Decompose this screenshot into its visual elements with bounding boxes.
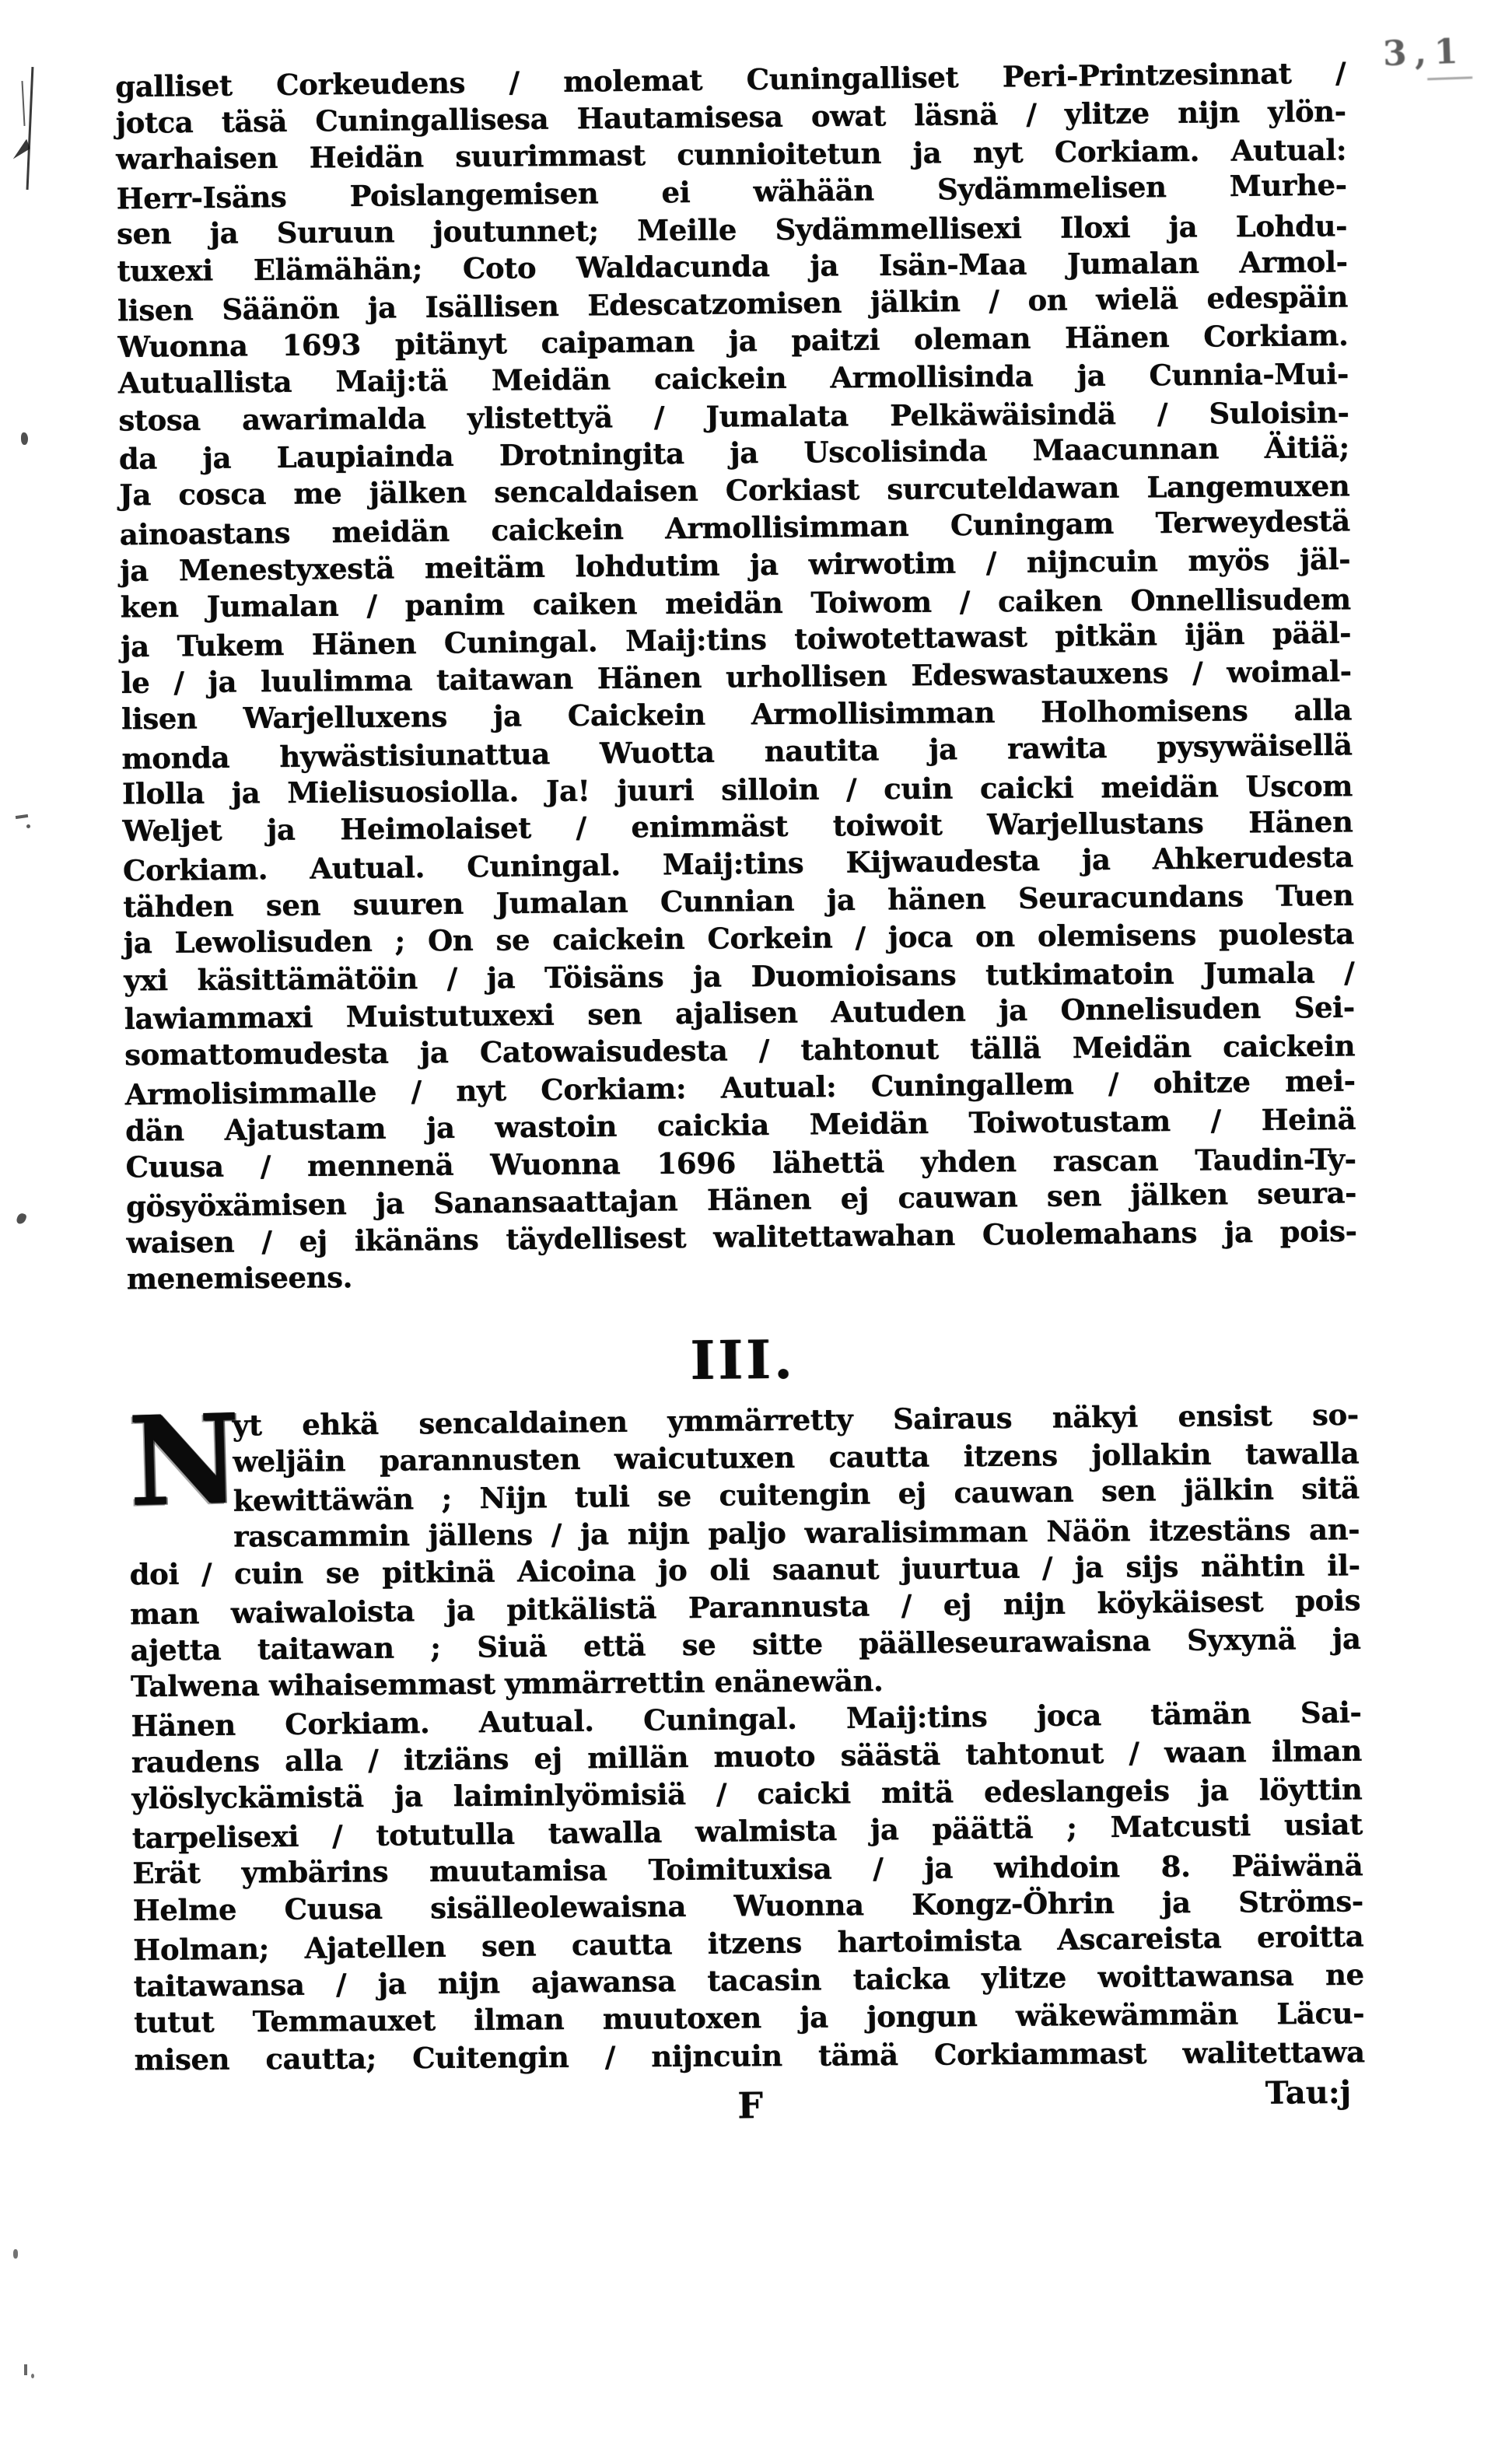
catchword: Tau:j [1265,2073,1352,2112]
text-line: gösyöxämisen ja Sanansaattajan Hänen ej cauwan sen jälken seura- [125,1175,1357,1224]
text-line: warhaisen Heidän suurimmast cunnioitetun ja nyt Corkiam. Autual: [115,132,1347,177]
page-number: 3,1 [1382,31,1485,75]
text-line: lisen Säänön ja Isällisen Edescatzomisen jälkin / on wielä edespäin [117,279,1349,328]
text-line: lawiammaxi Muistutuxexi sen ajalisen Autuden ja Onnelisuden Sei- [124,989,1355,1036]
text-line: doi / cuin se pitkinä Aicoina jo oli saanut juurtua / ja sijs nähtin il- [129,1548,1360,1592]
text-line: raudens alla / itziäns ej millän muoto säästä tahtonut / waan ilman [131,1733,1363,1779]
text-line: yt ehkä sencaldainen ymmärretty Sairaus näkyi ensist so- [232,1397,1359,1443]
text-line: Holman; Ajatellen sen cautta itzens hartoimista Ascareista eroitta [132,1919,1364,1968]
text-line: somattomudesta ja Catowaisudesta / tahtonut tällä Meidän caickein [124,1028,1356,1073]
text-line: Autuallista Maij:tä Meidän caickein Armollisinda ja Cunnia-Mui- [117,356,1349,401]
text-line: dän Ajatustam ja wastoin caickia Meidän Toiwotustam / Heinä [124,1101,1356,1148]
text-line: Ja cosca me jälken sencaldaisen Corkiast surcuteldawan Langemuxen [119,468,1350,513]
text-line: sen ja Suruun joutunnet; Meille Sydämmellisexi Iloxi ja Lohdu- [116,208,1348,251]
text-line: kewittäwän ; Nijn tuli se cuitengin ej cauwan sen jälkin sitä [233,1471,1360,1518]
text-line: Erät ymbärins muutamisa Toimituxisa / ja wihdoin 8. Päiwänä [132,1848,1363,1891]
scan-artifact [21,81,25,126]
scan-artifact [16,814,28,819]
text-line: Weljet ja Heimolaiset / enimmäst toiwoit Warjellustans Hänen [122,804,1353,849]
paragraph-continuation [115,55,1357,1299]
paragraph-kings-illness [131,1695,1365,2080]
text-line: misen cautta; Cuitengin / nijncuin tämä Corkiammast walitettawa [134,2035,1365,2077]
text-line: jotca täsä Cuningallisesa Hautamisesa owat läsnä / ylitze nijn ylön- [115,93,1346,140]
scan-artifact [24,2364,27,2375]
ornate-initial-dropcap: N [126,1387,243,1534]
text-line: le / ja luulimma taitawan Hänen urhollisen Edeswastauxens / woimal- [121,653,1352,700]
text-line: stosa awarimalda ylistettyä / Jumalata Pelkäwäisindä / Suloisin- [118,395,1349,438]
text-line: yxi käsittämätöin / ja Töisäns ja Duomioisans tutkimatoin Jumala / [124,955,1355,998]
text-line: taitawansa / ja nijn ajawansa tacasin taicka ylitze woittawansa ne [133,1957,1364,2003]
scan-artifact [31,2374,34,2378]
text-line: Wuonna 1693 pitänyt caipaman ja paitzi oleman Hänen Corkiam. [117,317,1349,364]
text-block [115,55,1365,2137]
text-line: da ja Laupiainda Drotningita ja Uscolisinda Maacunnan Äitiä; [118,429,1349,476]
text-line: Ilolla ja Mielisuosiolla. Ja! juuri silloin / cuin caicki meidän Uscom [121,768,1353,811]
text-line: rascammin jällens / ja nijn paljo waralisimman Näön itzestäns an- [233,1512,1360,1554]
text-line: tutut Temmauxet ilman muutoxen ja jongun wäkewämmän Läcu- [133,1996,1365,2040]
text-line: lisen Warjelluxens ja Caickein Armollisimman Holhomisens alla [121,692,1353,737]
page-footer [135,2073,1366,2137]
scan-artifact [13,2249,18,2259]
printer-signature-mark: F [737,2084,764,2127]
text-line: Helme Cuusa sisälleolewaisna Wuonna Kongz-Öhrin ja Ströms- [132,1884,1363,1928]
text-line: ajetta taitawan ; Siuä että se sitte päälleseurawaisna Syxynä ja [130,1621,1361,1667]
scan-artifact [16,1213,27,1226]
text-line: Herr-Isäns Poislangemisen ei wähään Sydämmelisen Murhe- [116,167,1347,216]
paragraph-section-three [126,1387,1362,1706]
text-line: Talwena wihaisemmast ymmärrettin enänewän. [130,1663,884,1704]
text-line: Corkiam. Autual. Cuningal. Maij:tins Kijwaudesta ja Ahkerudesta [122,839,1354,888]
text-line: ja Tukem Hänen Cuningal. Maij:tins toiwotettawast pitkän ijän pääl- [120,615,1352,664]
text-line: galliset Corkeudens / molemat Cuningalliset Peri-Printzesinnat / [114,55,1346,104]
scan-artifact [11,139,35,162]
text-line: waisen / ej ikänäns täydellisest walitettawahan Cuolemahans ja pois- [126,1213,1357,1260]
text-line: Hänen Corkiam. Autual. Cuningal. Maij:tins joca tämän Sai- [131,1695,1362,1744]
scan-artifact [21,432,28,445]
text-line: tarpelisexi / totutulla tawalla walmista ja päättä ; Matcusti usiat [131,1807,1363,1856]
text-line: ken Jumalan / panim caiken meidän Toiwom / caiken Onnellisudem [120,582,1351,625]
text-line: ja Menestyxestä meitäm lohdutim ja wirwotim / nijncuin myös jäl- [120,541,1351,588]
text-line: monda hywästisiunattua Wuotta nautita ja rawita pysywäisellä [121,727,1353,776]
scan-artifact [26,824,30,828]
text-line: Cuusa / mennenä Wuonna 1696 lähettä yhden rascan Taudin-Ty- [125,1142,1356,1185]
text-line: tähden sen suuren Jumalan Cunnian ja hänen Seuracundans Tuen [123,877,1354,924]
scan-artifact [26,67,34,190]
text-line: man waiwaloista ja pitkälistä Parannusta / ej nijn köykäisest pois [129,1583,1361,1632]
text-line: weljäin parannusten waicutuxen cautta itzens jollakin tawalla [233,1436,1360,1479]
text-line: Armolisimmalle / nyt Corkiam: Autual: Cuningallem / ohitze mei- [124,1063,1356,1112]
text-line: ainoastans meidän caickein Armollisimman Cuningam Terweydestä [119,503,1350,552]
text-line: menemiseens. [126,1260,353,1296]
text-line: ja Lewolisuden ; On se caickein Corkein / joca on olemisens puolesta [123,916,1354,961]
section-heading-roman-numeral: III. [690,1328,796,1392]
text-line: tuxexi Elämähän; Coto Waldacunda ja Isän-Maa Jumalan Armol- [117,244,1348,289]
text-line: ylöslyckämistä ja laiminlyömisiä / caicki mitä edeslangeis ja löyttin [131,1772,1363,1816]
